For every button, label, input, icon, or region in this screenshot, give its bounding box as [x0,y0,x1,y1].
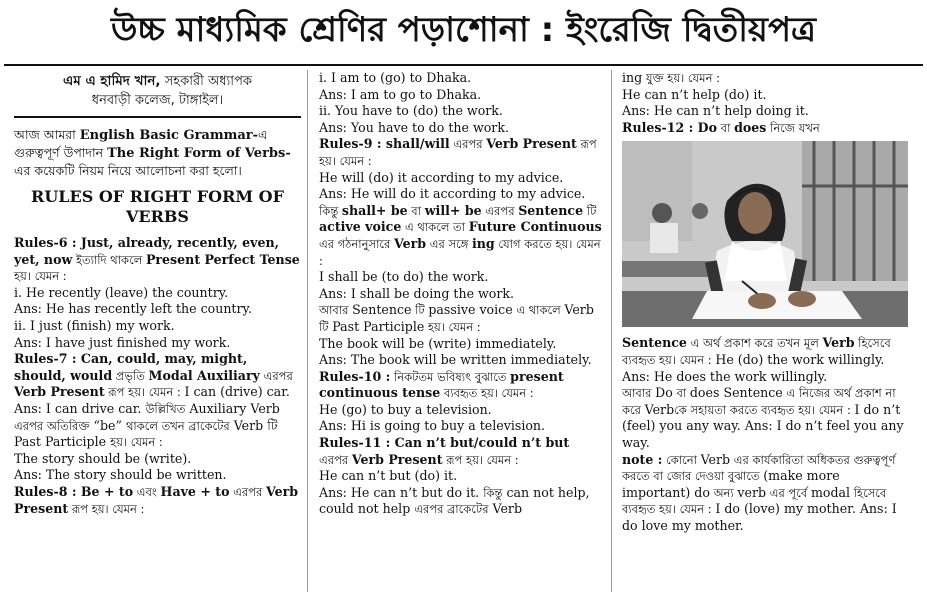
rule-6: Rules-6 : Just, already, recently, even, yet, now ইত্যাদি থাকলে Present Perfect Tense হয়। যেমন : [14,235,300,284]
answer-line: Ans: I can drive car. উল্লিখিত Auxiliary Verb এরপর অতিরিক্ত “be” থাকলে তখন ব্রাকেটের Verb টি Past Participle হয়। যেমন : [14,400,280,450]
rule-8: Rules-8 : Be + to এবং Have + to এরপর Verb Present রূপ হয়। যেমন : [14,483,299,516]
rule-11: Rules-11 : Can n’t but/could n’t but এরপর Verb Present রূপ হয়। যেমন : [319,435,570,467]
photo-illustration [622,141,908,327]
continued-line: ing যুক্ত হয়। যেমন : [622,70,720,85]
column-2 [319,70,602,518]
author-block [14,72,301,110]
rule-12-aux: আবার Do বা does Sentence এ নিজের অর্থ প্রকাশ না করে Verbকে সহায়তা করতে ব্যবহৃত হয়। যেমন : I do n’t (feel) you any way. Ans: I do n’t feel you any way. [622,385,904,450]
example-line: The book will be (write) immediately. [319,335,557,351]
example-line: ii. You have to (do) the work. [319,103,503,119]
author-college: ধনবাড়ী কলেজ, টাঙ্গাইল। [91,93,224,108]
example-line: He will (do) it according to my advice. [319,169,564,185]
column-divider [611,70,612,592]
example-line: I shall be (to do) the work. [319,269,489,285]
answer-line: Ans: The story should be written. [14,467,227,483]
answer-line: Ans: He does the work willingly. [622,368,828,384]
passive-note: আবার Sentence টি passive voice এ থাকলে Verb টি Past Participle হয়। যেমন : [319,302,594,334]
section-title: RULES OF RIGHT FORM OF VERBS [31,187,284,226]
answer-line: Ans: He will do it according to my advice. [319,186,586,202]
answer-line: Ans: Hi is going to buy a television. [319,418,546,434]
author-divider [14,116,301,118]
answer-line: Ans: I shall be doing the work. [319,285,515,301]
answer-line: Ans: He has recently left the country. [14,301,252,317]
headline-rule [4,64,923,66]
example-line: ii. I just (finish) my work. [14,317,175,333]
answer-line: Ans: You have to do the work. [319,119,509,135]
answer-line: Ans: I am to go to Dhaka. [319,86,482,102]
rule-12-body: Sentence এ অর্থ প্রকাশ করে তখন মূল Verb হিসেবে ব্যবহৃত হয়। যেমন : He (do) the work willingly. [622,335,891,367]
author-title: সহকারী অধ্যাপক [164,74,252,89]
rule-7: Rules-7 : Can, could, may, might, should, would প্রভৃতি Modal Auxiliary এরপর Verb Present রূপ হয়। যেমন : I can (drive) car. [14,351,293,400]
column-divider [307,70,308,592]
rule-12: Rules-12 : Do বা does নিজে যখন [622,119,820,135]
example-line: He (go) to buy a television. [319,401,492,417]
column-1 [14,70,301,517]
intro-paragraph: আজ আমরা English Basic Grammar-এ গুরুত্বপূর্ণ উপাদান The Right Form of Verbs-এর কয়েকটি নিয়ম নিয়ে আলোচনা করা হলো। [14,127,291,178]
page-headline: উচ্চ মাধ্যমিক শ্রেণির পড়াশোনা : ইংরেজি দ্বিতীয়পত্র [110,9,817,50]
example-line: He can n’t but (do) it. [319,468,458,484]
rule-9-note: কিন্তু shall+ be বা will+ be এরপর Sentence টি active voice এ থাকলে তা Future Continuous এর গঠনানুসারে Verb এর সঙ্গে ing যোগ করতে হয়। যেমন : [319,202,602,268]
example-line: The story should be (write). [14,450,192,466]
example-line: i. I am to (go) to Dhaka. [319,70,472,85]
example-line: i. He recently (leave) the country. [14,284,229,300]
student-photo [622,141,908,327]
column-3 [622,70,908,535]
rule-9: Rules-9 : shall/will এরপর Verb Present রূপ হয়। যেমন : [319,136,597,168]
answer-line: Ans: I have just finished my work. [14,334,231,350]
answer-line: Ans: He can n’t but do it. কিন্তু can not help, could not help এরপর ব্রাকেটের Verb [319,484,590,517]
author-name: এম এ হামিদ খান, [63,73,161,89]
example-line: He can n’t help (do) it. [622,86,767,102]
note-paragraph: note : কোনো Verb এর কার্যকারিতা অধিকতর গুরুত্বপূর্ণ করতে বা জোর দেওয়া বুঝাতে (make more important) do অন্য verb এর পূর্বে modal হিসেবে ব্যবহৃত হয়। যেমন : I do (love) my mother. Ans: I do love my mother. [622,451,897,533]
answer-line: Ans: He can n’t help doing it. [622,103,809,119]
rule-10: Rules-10 : নিকটতম ভবিষ্যৎ বুঝাতে present continuous tense ব্যবহৃত হয়। যেমন : [319,368,564,401]
answer-line: Ans: The book will be written immediately. [319,352,592,368]
